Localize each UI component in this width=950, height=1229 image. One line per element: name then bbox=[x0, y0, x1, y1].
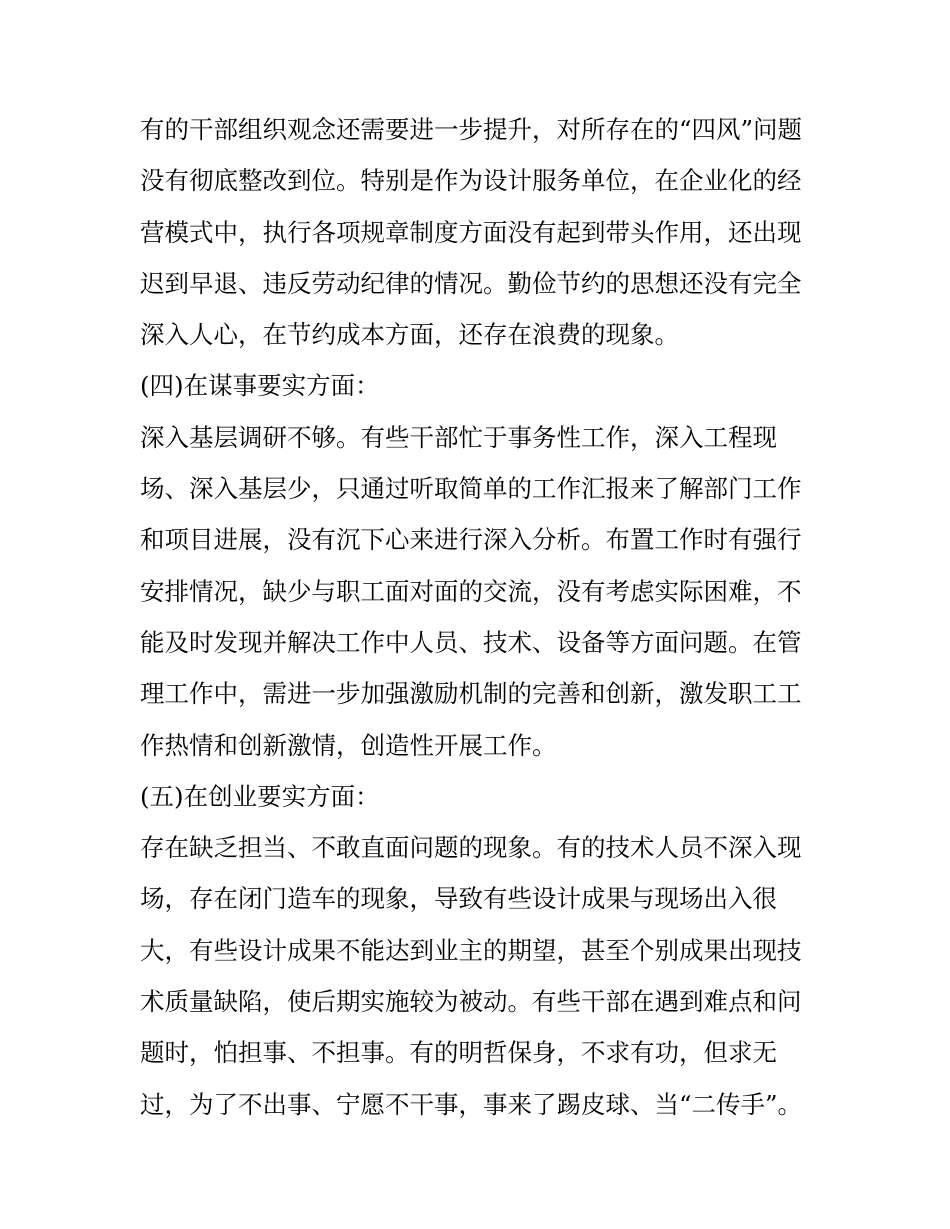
text-line: 没有彻底整改到位。特别是作为设计服务单位，在企业化的经 bbox=[140, 166, 802, 196]
section-heading: (四)在谋事要实方面： bbox=[140, 371, 380, 401]
text-line: 能及时发现并解决工作中人员、技术、设备等方面问题。在管 bbox=[140, 627, 802, 657]
text-line: 过，为了不出事、宁愿不干事，事来了踢皮球、当“二传手”。 bbox=[140, 1089, 803, 1119]
text-line: 安排情况，缺少与职工面对面的交流，没有考虑实际困难，不 bbox=[140, 576, 802, 606]
text-line: 理工作中，需进一步加强激励机制的完善和创新，激发职工工 bbox=[140, 679, 802, 709]
text-line: 大，有些设计成果不能达到业主的期望，甚至个别成果出现技 bbox=[140, 935, 802, 965]
text-line: 深入基层调研不够。有些干部忙于事务性工作，深入工程现 bbox=[140, 422, 777, 452]
text-line: 迟到早退、违反劳动纪律的情况。勤俭节约的思想还没有完全 bbox=[140, 268, 802, 298]
text-line: 存在缺乏担当、不敢直面问题的现象。有的技术人员不深入现 bbox=[140, 833, 802, 863]
text-line: 和项目进展，没有沉下心来进行深入分析。布置工作时有强行 bbox=[140, 525, 802, 555]
section-heading: (五)在创业要实方面： bbox=[140, 781, 380, 811]
text-line: 题时，怕担事、不担事。有的明哲保身，不求有功，但求无 bbox=[140, 1038, 777, 1068]
body-text bbox=[140, 104, 820, 1130]
text-line: 营模式中，执行各项规章制度方面没有起到带头作用，还出现 bbox=[140, 217, 802, 247]
text-line: 场、深入基层少，只通过听取简单的工作汇报来了解部门工作 bbox=[140, 474, 802, 504]
text-line: 场，存在闭门造车的现象，导致有些设计成果与现场出入很 bbox=[140, 884, 777, 914]
text-line: 深入人心，在节约成本方面，还存在浪费的现象。 bbox=[140, 320, 679, 350]
text-line: 术质量缺陷，使后期实施较为被动。有些干部在遇到难点和问 bbox=[140, 987, 802, 1017]
text-line: 有的干部组织观念还需要进一步提升，对所存在的“四风”问题 bbox=[140, 115, 803, 144]
text-line: 作热情和创新激情，创造性开展工作。 bbox=[140, 730, 557, 760]
